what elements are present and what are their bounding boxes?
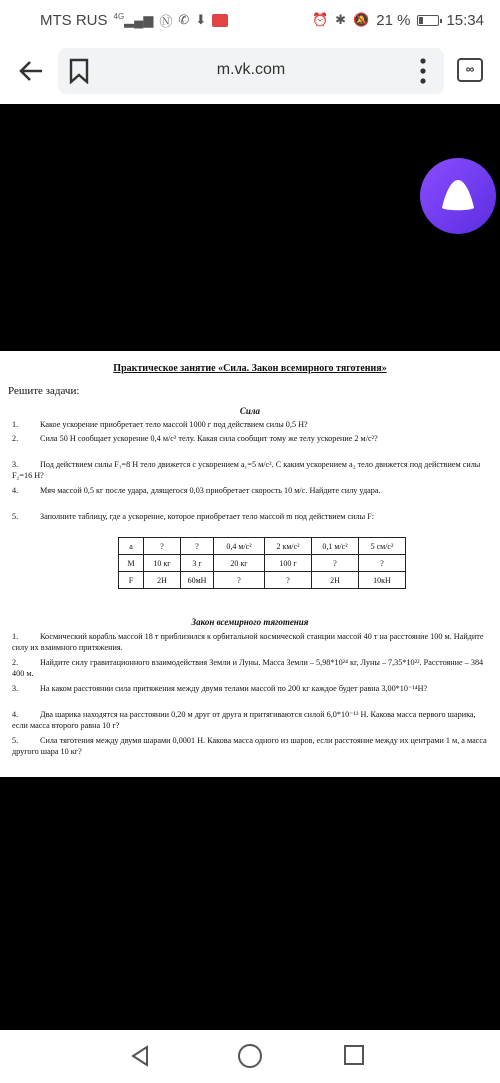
bookmark-icon[interactable] (68, 58, 90, 84)
mute-icon: 🔕 (353, 12, 370, 27)
table-cell: 5 см/с² (359, 538, 406, 555)
bluetooth-icon: ✱ (335, 12, 347, 27)
doc-title: Практическое занятие «Сила. Закон всемирного тяготения» (113, 363, 387, 374)
signal-icon: $^{4G}$▂▄▆ (113, 11, 154, 28)
task-number: 5. (12, 736, 19, 745)
table-cell: 20 кг (214, 555, 265, 572)
table-cell: 2 км/с² (265, 538, 312, 555)
table-cell: 3 г (181, 555, 214, 572)
nfc-icon: Ⓝ (159, 13, 173, 29)
gravity-task-1 (12, 631, 492, 653)
table-row (119, 555, 406, 572)
address-bar[interactable] (58, 48, 444, 94)
task-text: Заполните таблицу, где a ускорение, которое приобретает тело массой m под действием силы F: (40, 512, 375, 521)
gravity-task-2 (12, 657, 492, 679)
back-arrow-icon[interactable] (18, 58, 44, 84)
table-cell: ? (181, 538, 214, 555)
task-text: Два шарика находятся на расстоянии 0,20 м друг от друга и притягиваются силой 6,0*10⁻¹³ Н. Какова масса первого шарика, если масса второго равна 10 г? (12, 710, 476, 730)
gravity-task-3 (12, 683, 492, 694)
table-cell: ? (359, 555, 406, 572)
table-cell: 100 г (265, 555, 312, 572)
task-number: 4. (12, 486, 19, 495)
task-number: 4. (12, 710, 19, 719)
download-icon: ⬇ (195, 12, 207, 27)
table-cell: 0,4 м/с² (214, 538, 265, 555)
table-cell: 2Н (312, 572, 359, 589)
tabs-switcher-icon[interactable]: ∞ (457, 58, 483, 82)
clock: 15:34 (446, 11, 484, 29)
table-cell: 60мН (181, 572, 214, 589)
task-text: Под действием силы F₁=8 Н тело движется с ускорением a₁=5 м/с². С каким ускорением a₂ тело движется под действием силы F₂=16 Н? (12, 460, 481, 480)
gravity-task-4 (12, 709, 492, 731)
task-number: 3. (12, 460, 19, 469)
table-cell: ? (265, 572, 312, 589)
notification-badge-icon (212, 14, 228, 27)
values-table (118, 537, 406, 589)
task-text: Сила тяготения между двумя шарами 0,0001 Н. Какова масса одного из шаров, если расстояние между их центрами 1 м, а масса другого шара 10 кг? (12, 736, 487, 756)
table-cell: M (119, 555, 144, 572)
task-text: Космический корабль массой 18 т приблизился к орбитальной космической станции массой 40 т на расстояние 100 м. Найдите силу их взаимного притяжения. (12, 632, 484, 652)
battery-icon (417, 15, 439, 26)
table-cell: 0,1 м/с² (312, 538, 359, 555)
table-row (119, 538, 406, 555)
nav-recent-apps-icon[interactable] (343, 1044, 365, 1066)
whatsapp-icon: ✆ (178, 12, 190, 27)
navigation-bar (0, 1030, 500, 1083)
status-bar (0, 0, 500, 40)
section-title-gravity: Закон всемирного тяготения (191, 617, 309, 627)
task-number: 2. (12, 434, 19, 443)
force-task-5 (12, 511, 492, 522)
task-number: 5. (12, 512, 19, 521)
task-text: Какое ускорение приобретает тело массой 1000 г под действием силы 0,5 Н? (40, 420, 308, 429)
force-task-4 (12, 485, 492, 496)
task-number: 2. (12, 658, 19, 667)
table-cell: 10 кг (144, 555, 181, 572)
task-text: Мяч массой 0,5 кг после удара, длящегося 0,03 приобретает скорость 10 м/с. Найдите силу удара. (40, 486, 381, 495)
document-photo (0, 351, 500, 777)
gravity-task-5 (12, 735, 492, 757)
browser-toolbar (0, 40, 500, 104)
voice-assistant-button[interactable] (420, 158, 496, 234)
task-number: 1. (12, 420, 19, 429)
alarm-icon: ⏰ (311, 12, 329, 27)
task-number: 1. (12, 632, 19, 641)
force-task-3 (12, 459, 492, 481)
force-task-2 (12, 433, 492, 444)
battery-percent: 21 % (376, 11, 411, 29)
force-task-1 (12, 419, 492, 430)
table-cell: ? (144, 538, 181, 555)
nav-home-icon[interactable] (237, 1043, 263, 1069)
url-text: m.vk.com (216, 61, 286, 78)
table-cell: ? (312, 555, 359, 572)
task-text: Сила 50 Н сообщает ускорение 0,4 м/с² телу. Какая сила сообщит тому же телу ускорение 2 м/с²? (40, 434, 378, 443)
table-cell: 10кН (359, 572, 406, 589)
task-text: Найдите силу гравитационного взаимодействия Земли и Луны. Масса Земли – 5,98*10²⁴ кг, Луны – 7,35*10²². Расстояние – 384 400 м. (12, 658, 484, 678)
table-cell: a (119, 538, 144, 555)
table-row (119, 572, 406, 589)
carrier-label: MTS RUS (40, 11, 108, 29)
task-number: 3. (12, 684, 19, 693)
table-cell: ? (214, 572, 265, 589)
doc-instruction: Решите задачи: (8, 385, 80, 397)
task-text: На каком расстоянии сила притяжения между двумя телами массой по 200 кг каждое будет равна 3,00*10⁻¹⁴Н? (40, 684, 428, 693)
assistant-icon (420, 158, 496, 234)
section-title-force: Сила (239, 406, 261, 416)
nav-back-icon[interactable] (128, 1044, 152, 1068)
table-cell: 2Н (144, 572, 181, 589)
table-cell: F (119, 572, 144, 589)
more-menu-icon[interactable] (417, 57, 429, 85)
